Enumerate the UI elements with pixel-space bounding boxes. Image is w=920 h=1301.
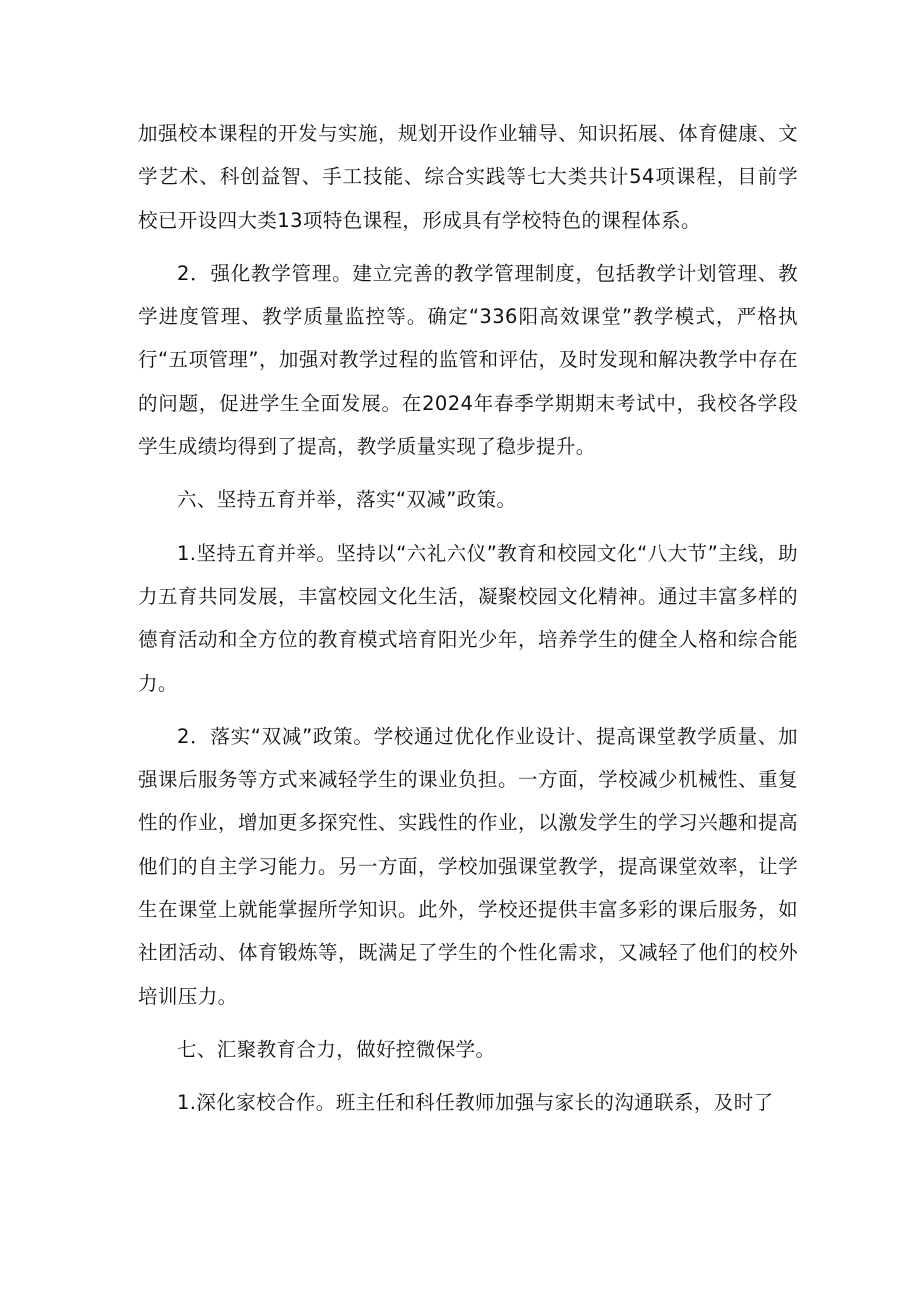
paragraph-home-school: 1.深化家校合作。班主任和科任教师加强与家长的沟通联系，及时了 [177, 1091, 774, 1115]
paragraph-spacer [138, 468, 798, 478]
section-heading-six: 六、坚持五育并举，落实“双减”政策。 [177, 488, 517, 512]
paragraph-teaching-management: 2．强化教学管理。建立完善的教学管理制度，包括教学计划管理、教学进度管理、教学质量监控等。确定“336阳高效课堂”教学模式，严格执行“五项管理”，加强对教学过程的监管和评估，及时发现和解决教学中存在的问题，促进学生全面发展。在2024年春季学期期末考试中，我校各学段学生成绩均得到了提高，教学质量实现了稳步提升。 [138, 261, 798, 459]
section-heading-seven: 七、汇聚教育合力，做好控微保学。 [177, 1037, 496, 1061]
paragraph-spacer [138, 705, 798, 715]
paragraph-spacer [138, 522, 798, 532]
paragraph-spacer [138, 1071, 798, 1081]
paragraph-double-reduction: 2．落实“双减”政策。学校通过优化作业设计、提高课堂教学质量、加强课后服务等方式来减轻学生的课业负担。一方面，学校减少机械性、重复性的作业，增加更多探究性、实践性的作业，以激发学生的学习兴趣和提高他们的自主学习能力。另一方面，学校加强课堂教学，提高课堂效率，让学生在课堂上就能掌握所学知识。此外，学校还提供丰富多彩的课后服务，如社团活动、体育锻炼等，既满足了学生的个性化需求，又减轻了他们的校外培训压力。 [138, 724, 798, 1008]
document-body [138, 112, 798, 1125]
paragraph-five-education: 1.坚持五育并举。坚持以“六礼六仪”教育和校园文化“八大节”主线，助力五育共同发展，丰富校园文化生活，凝聚校园文化精神。通过丰富多样的德育活动和全方位的教育模式培育阳光少年，培养学生的健全人格和综合能力。 [138, 541, 798, 695]
paragraph-spacer [138, 1018, 798, 1028]
paragraph-course-development: 加强校本课程的开发与实施，规划开设作业辅导、知识拓展、体育健康、文学艺术、科创益智、手工技能、综合实践等七大类共计54项课程，目前学校已开设四大类13项特色课程，形成具有学校特色的课程体系。 [138, 122, 798, 232]
paragraph-spacer [138, 242, 798, 252]
